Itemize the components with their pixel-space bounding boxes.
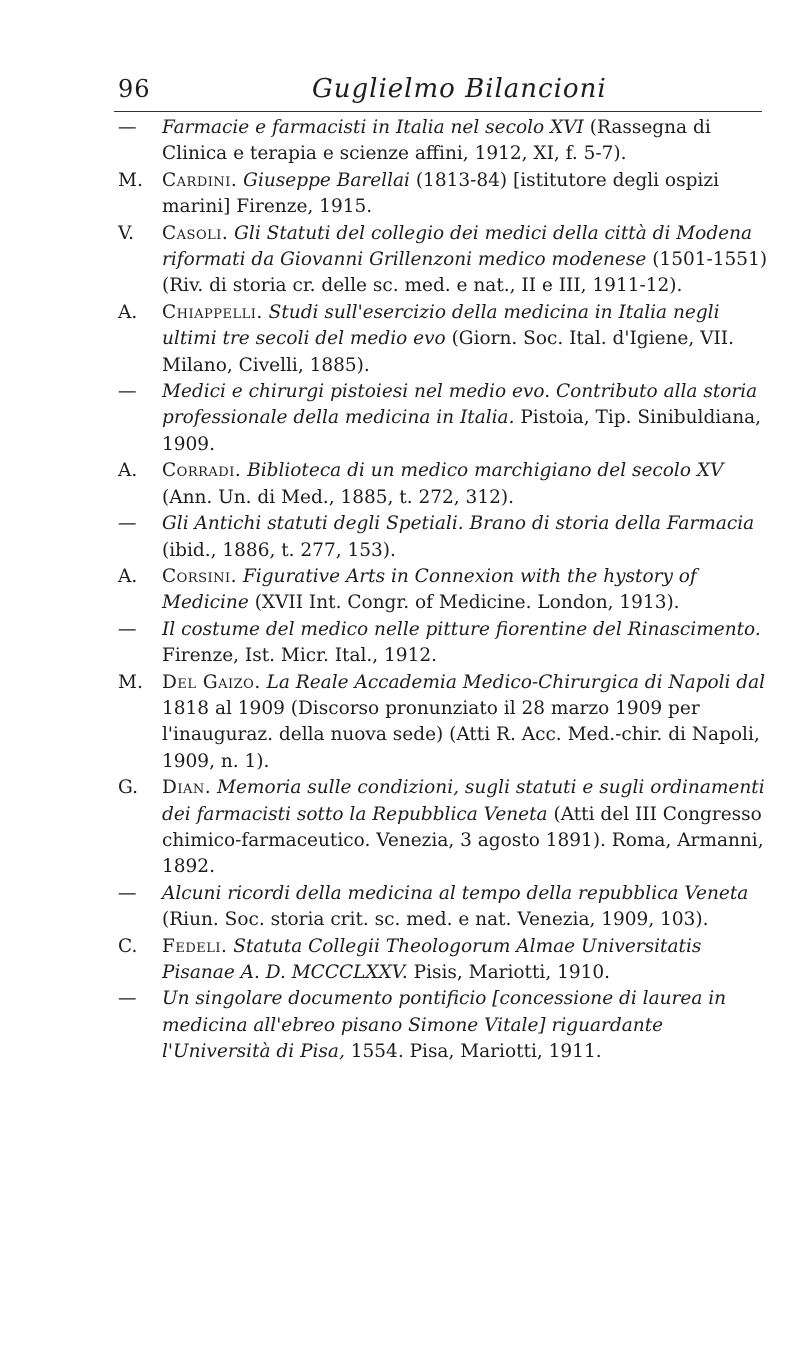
entry-title: Medici e chirurgi pistoiesi nel medio evo. Contributo alla storia professionale della medicina in Italia. bbox=[162, 381, 758, 429]
entry-details: Firenze, Ist. Micr. Ital., 1912. bbox=[162, 645, 437, 667]
entry-lead: M. bbox=[118, 671, 143, 693]
entry-author: Cardini. bbox=[162, 169, 238, 191]
header-rule bbox=[114, 111, 762, 112]
running-title: Guglielmo Bilancioni bbox=[312, 74, 607, 104]
bibliography-entry bbox=[118, 617, 774, 670]
entry-title: Biblioteca di un medico marchigiano del secolo XV bbox=[247, 460, 724, 482]
entry-details: 1818 al 1909 (Discorso pronunziato il 28 marzo 1909 per l'inauguraz. della nuova sede) (Atti R. Acc. Med.-chir. di Napoli, 1909, n. 1). bbox=[162, 697, 760, 772]
entry-details: Pistoia, Tip. Sinibuldiana, 1909. bbox=[162, 407, 762, 455]
entry-author: Fedeli. bbox=[162, 935, 228, 957]
bibliography-entry bbox=[118, 986, 774, 1065]
entry-lead: M. bbox=[118, 169, 143, 191]
entry-title: Studi sull'esercizio della medicina in Italia negli ultimi tre secoli del medio evo bbox=[162, 301, 720, 350]
entry-lead: V. bbox=[118, 222, 135, 244]
entry-lead: — bbox=[118, 513, 137, 535]
entry-details: (1813-84) [istitutore degli ospizi marini] Firenze, 1915. bbox=[162, 169, 719, 218]
bibliography-entry bbox=[118, 881, 774, 934]
entry-title: Alcuni ricordi della medicina al tempo della repubblica Veneta bbox=[162, 882, 749, 904]
entry-title: Farmacie e farmacisti in Italia nel secolo XVI bbox=[162, 117, 584, 138]
bibliography-entry bbox=[118, 221, 774, 300]
entry-details: (XVII Int. Congr. of Medicine. London, 1913). bbox=[254, 592, 680, 614]
entry-details: (Giorn. Soc. Ital. d'Igiene, VII. Milano, Civelli, 1885). bbox=[162, 328, 734, 376]
bibliography-entry bbox=[118, 670, 774, 776]
entry-title: La Reale Accademia Medico-Chirurgica di Napoli dal bbox=[266, 671, 766, 693]
entry-details: (Riun. Soc. storia crit. sc. med. e nat. Venezia, 1909, 103). bbox=[162, 909, 709, 931]
entry-lead: C. bbox=[118, 935, 138, 957]
entry-details: (ibid., 1886, t. 277, 153). bbox=[162, 539, 396, 561]
entry-lead: A. bbox=[118, 565, 138, 587]
entry-lead: — bbox=[118, 988, 137, 1010]
entry-details: Pisis, Mariotti, 1910. bbox=[413, 962, 611, 983]
entry-title: Gli Antichi statuti degli Spetiali. Brano di storia della Farmacia bbox=[162, 513, 755, 535]
entry-lead: — bbox=[118, 882, 137, 904]
bibliography-entry bbox=[118, 511, 774, 564]
bibliography-entry bbox=[118, 379, 774, 458]
entry-lead: G. bbox=[118, 777, 138, 799]
entry-author: Corradi. bbox=[162, 460, 242, 482]
bibliography-entry bbox=[118, 934, 774, 987]
entry-title: Gli Statuti del collegio dei medici della città di Modena riformati da Giovanni Grillenzoni medico modenese bbox=[162, 222, 753, 271]
bibliography-entry bbox=[118, 458, 774, 511]
page-number: 96 bbox=[118, 75, 151, 103]
entry-lead: — bbox=[118, 618, 137, 640]
entry-lead: — bbox=[118, 117, 137, 138]
entry-title: Memoria sulle condizioni, sugli statuti e sugli ordinamenti dei farmacisti sotto la Repubblica Veneta bbox=[162, 777, 765, 825]
entry-author: Corsini. bbox=[162, 565, 238, 587]
page-header bbox=[0, 74, 800, 114]
bibliography-entry bbox=[118, 115, 774, 168]
entry-details: (Rassegna di Clinica e terapia e scienze affini, 1912, XI, f. 5-7). bbox=[162, 117, 711, 165]
entry-title: Un singolare documento pontificio [concessione di laurea in medicina all'ebreo pisano Simone Vitale] riguardante l'Università di Pisa, bbox=[162, 988, 727, 1063]
entry-author: Dian. bbox=[162, 777, 212, 799]
entry-title: Statuta Collegii Theologorum Almae Universitatis Pisanae A. D. MCCCLXXV. bbox=[162, 935, 702, 983]
entry-lead: — bbox=[118, 381, 137, 403]
entry-author: Del Gaizo. bbox=[162, 671, 261, 693]
bibliography-entry bbox=[118, 775, 774, 881]
bibliography-entry bbox=[118, 300, 774, 379]
bibliography-entry bbox=[118, 168, 774, 221]
entry-lead: A. bbox=[118, 460, 138, 482]
entry-author: Chiappelli. bbox=[162, 301, 263, 323]
bibliography-list bbox=[118, 115, 774, 1066]
entry-details: (1501-1551) (Riv. di storia cr. delle sc. med. e nat., II e III, 1911-12). bbox=[162, 249, 768, 297]
entry-details: (Ann. Un. di Med., 1885, t. 272, 312). bbox=[162, 486, 514, 508]
entry-details: (Atti del III Congresso chimico-farmaceutico. Venezia, 3 agosto 1891). Roma, Armanni, 1892. bbox=[162, 803, 764, 878]
entry-title: Giuseppe Barellai bbox=[243, 169, 410, 191]
entry-lead: A. bbox=[118, 301, 138, 323]
entry-details: 1554. Pisa, Mariotti, 1911. bbox=[350, 1041, 602, 1063]
entry-title: Il costume del medico nelle pitture fiorentine del Rinascimento. bbox=[162, 618, 761, 640]
entry-title: Figurative Arts in Connexion with the hystory of Medicine bbox=[162, 565, 697, 614]
bibliography-entry bbox=[118, 564, 774, 617]
entry-author: Casoli. bbox=[162, 222, 229, 244]
